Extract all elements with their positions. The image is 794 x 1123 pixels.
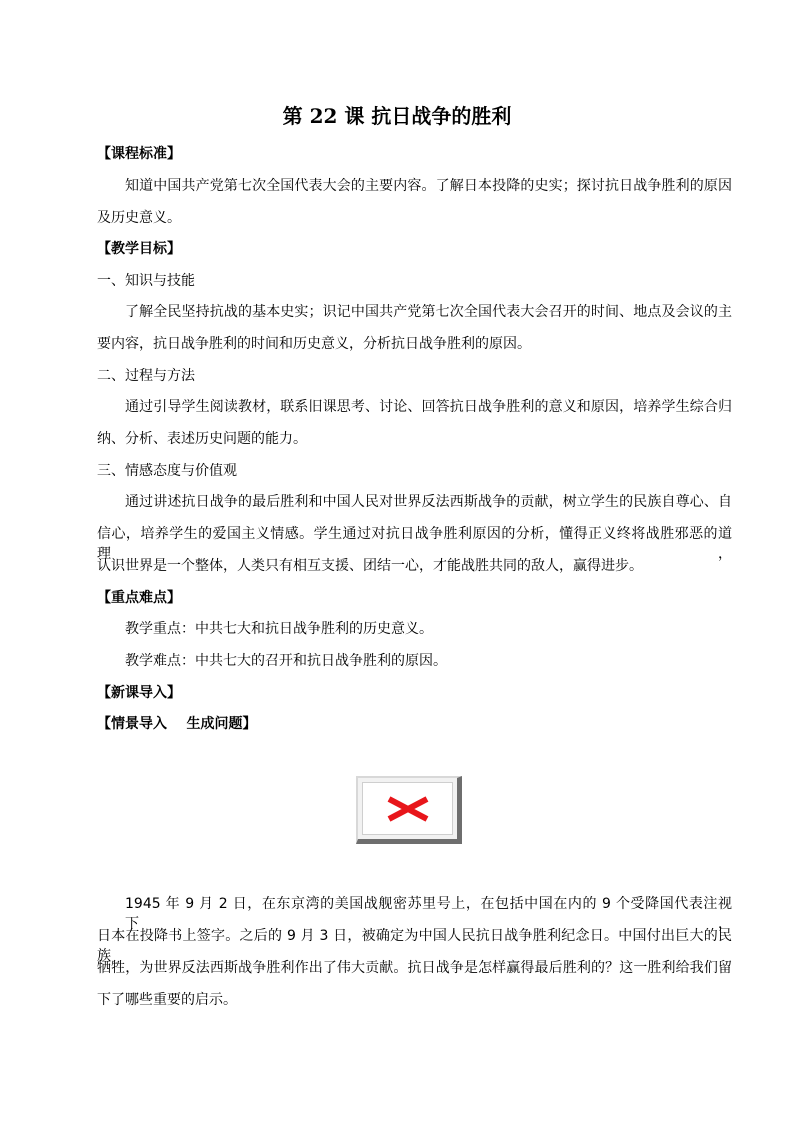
intro-paragraph-line-1: 1945 年 9 月 2 日，在东京湾的美国战舰密苏里号上，在包括中国在内的 9 个受降国代表注视下，	[125, 896, 732, 932]
emotion-line-1: 通过讲述抗日战争的最后胜利和中国人民对世界反法西斯战争的贡献，树立学生的民族自尊心、自	[125, 494, 732, 510]
intro-paragraph-line-2: 日本在投降书上签字。之后的 9 月 3 日，被确定为中国人民抗日战争胜利纪念日。中国付出巨大的民族	[97, 928, 732, 964]
key-difficult-heading: 【重点难点】	[97, 590, 181, 606]
intro-paragraph-line-3: 牺牲，为世界反法西斯战争胜利作出了伟大贡献。抗日战争是怎样赢得最后胜利的？这一胜利给我们留	[97, 960, 732, 976]
process-line-2: 纳、分析、表述历史问题的能力。	[97, 431, 307, 447]
curriculum-heading: 【课程标准】	[97, 146, 181, 162]
curriculum-line-2: 及历史意义。	[97, 210, 181, 226]
scene-intro-heading: 【情景导入 生成问题】	[97, 716, 257, 732]
objectives-heading: 【教学目标】	[97, 241, 181, 257]
key-point: 教学重点：中共七大和抗日战争胜利的历史意义。	[125, 621, 433, 637]
process-line-1: 通过引导学生阅读教材，联系旧课思考、讨论、回答抗日战争胜利的意义和原因，培养学生综合归	[125, 399, 732, 415]
emotion-line-3: 认识世界是一个整体，人类只有相互支援、团结一心，才能战胜共同的敌人，赢得进步。	[97, 558, 643, 574]
new-lesson-heading: 【新课导入】	[97, 685, 181, 701]
red-x-icon	[383, 796, 433, 822]
difficult-point: 教学难点：中共七大的召开和抗日战争胜利的原因。	[125, 653, 447, 669]
intro-paragraph-line-4: 下了哪些重要的启示。	[97, 992, 237, 1008]
page-title: 第 22 课 抗日战争的胜利	[282, 104, 512, 128]
knowledge-line-2: 要内容，抗日战争胜利的时间和历史意义，分析抗日战争胜利的原因。	[97, 336, 531, 352]
process-method-heading: 二、过程与方法	[97, 368, 195, 384]
curriculum-line-1: 知道中国共产党第七次全国代表大会的主要内容。了解日本投降的史实；探讨抗日战争胜利的原因	[125, 178, 732, 194]
emotion-values-heading: 三、情感态度与价值观	[97, 463, 237, 479]
knowledge-skills-heading: 一、知识与技能	[97, 273, 195, 289]
broken-image-icon	[356, 776, 462, 844]
knowledge-line-1: 了解全民坚持抗战的基本史实；识记中国共产党第七次全国代表大会召开的时间、地点及会议的主	[125, 304, 732, 320]
emotion-line-2: 信心，培养学生的爱国主义情感。学生通过对抗日战争胜利原因的分析，懂得正义终将战胜邪恶的道理，	[97, 526, 732, 562]
